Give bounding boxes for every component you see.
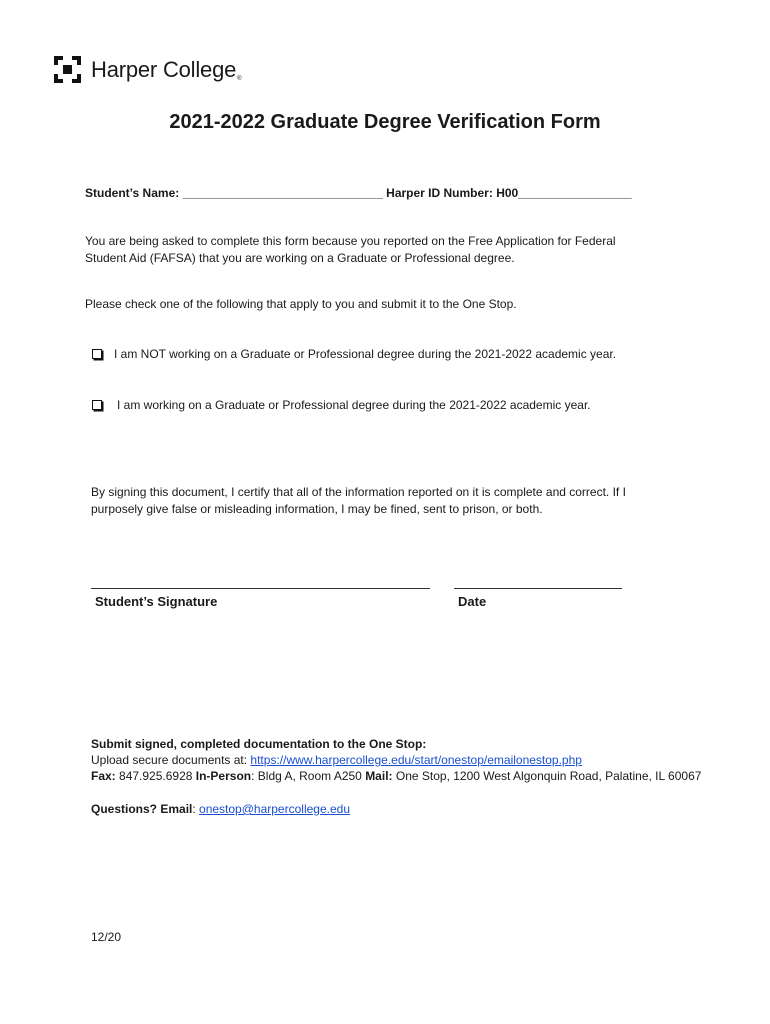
harper-id-prefix: H00 [496,186,519,200]
fax-label: Fax: [91,769,116,783]
student-signature-label: Student’s Signature [95,594,218,609]
questions-sep: : [192,802,200,816]
logo-registered-mark: ® [237,75,242,82]
option-working[interactable] [92,398,591,412]
questions-line [91,802,350,816]
upload-line [91,753,582,767]
questions-label: Questions? Email [91,802,193,816]
upload-text: Upload secure documents at: [91,753,251,767]
instruction-text: Please check one of the following that apply to you and submit it to the One Stop. [85,297,517,311]
harper-logo [54,56,241,83]
submit-heading [91,737,426,751]
form-title: 2021-2022 Graduate Degree Verification Form [169,111,601,133]
inperson-value: : Bldg A, Room A250 [251,769,366,783]
form-version: 12/20 [91,930,122,944]
certification-line-1: By signing this document, I certify that all of the information reported on it is complete and correct. If I [91,485,626,499]
certification-paragraph [91,484,626,518]
student-name-label: Student’s Name: [85,186,180,200]
contact-line [91,769,701,783]
checkbox-icon[interactable] [92,349,102,359]
checkbox-icon[interactable] [92,400,102,410]
certification-line-2: purposely give false or misleading information, I may be fined, sent to prison, or both. [91,502,543,516]
signature-line[interactable] [91,588,430,589]
student-info-line [85,186,632,200]
inperson-label: In-Person [195,769,252,783]
option-label: I am NOT working on a Graduate or Professional degree during the 2021-2022 academic year. [114,347,617,361]
option-label: I am working on a Graduate or Professional degree during the 2021-2022 academic year. [117,398,591,412]
intro-line-2: Student Aid (FAFSA) that you are working on a Graduate or Professional degree. [85,251,515,265]
intro-line-1: You are being asked to complete this form because you reported on the Free Application for Federal [85,234,616,248]
date-label: Date [458,594,487,609]
mail-value: One Stop, 1200 West Algonquin Road, Palatine, IL 60067 [392,769,702,783]
option-not-working[interactable] [92,347,616,361]
mail-label: Mail: [365,769,393,783]
date-line[interactable] [454,588,622,589]
logo-text: Harper College [91,56,237,82]
harper-id-label: Harper ID Number: [386,186,493,200]
fax-value: 847.925.6928 [115,769,196,783]
email-link[interactable]: onestop@harpercollege.edu [199,802,350,816]
student-name-field[interactable]: ______________________________ [182,186,383,200]
upload-link[interactable]: https://www.harpercollege.edu/start/onestop/emailonestop.php [250,753,582,767]
submit-heading-text: Submit signed, completed documentation to the One Stop: [91,737,427,751]
harper-id-field[interactable]: _________________ [518,186,632,200]
harper-logo-icon [54,56,81,83]
intro-paragraph [85,233,616,267]
